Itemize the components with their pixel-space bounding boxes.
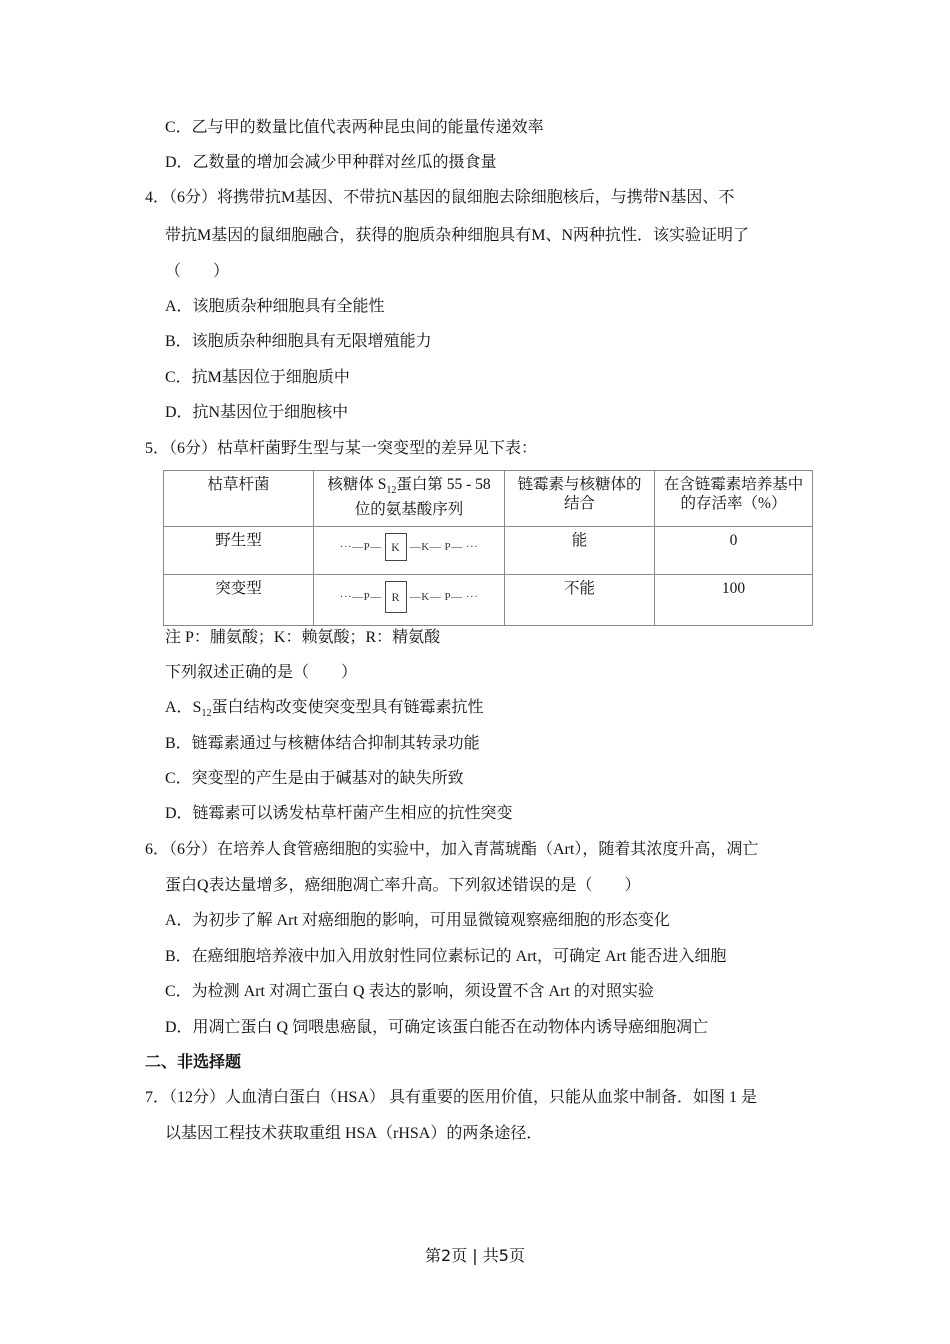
q5-option-b: B．链霉素通过与核糖体结合抑制其转录功能	[165, 735, 480, 752]
q4-stem-line1: 4．（6分）将携带抗M基因、不带抗N基因的鼠细胞去除细胞核后，与携带N基因、不	[145, 189, 735, 206]
seq-boxed-residue: K	[385, 533, 407, 561]
sequence-diagram	[340, 581, 479, 613]
header-binding-line1: 链霉素与核糖体的	[517, 476, 642, 493]
cell-survival: 100	[655, 575, 813, 626]
q5-option-a	[165, 698, 483, 724]
q6-stem-line2: 蛋白Q表达量增多，癌细胞凋亡率升高。下列叙述错误的是（ ）	[165, 877, 641, 894]
q4-option-d: D．抗N基因位于细胞核中	[165, 404, 349, 421]
header-sequence	[314, 471, 505, 527]
cell-survival: 0	[655, 527, 813, 575]
q6-option-c: C．为检测 Art 对凋亡蛋白 Q 表达的影响，须设置不含 Art 的对照实验	[165, 983, 654, 1000]
seq-pre: ···—P—	[339, 540, 382, 553]
cell-sequence	[314, 575, 505, 626]
q5-option-c: C．突变型的产生是由于碱基对的缺失所致	[165, 770, 464, 787]
q5-option-a-post: 蛋白结构改变使突变型具有链霉素抗性	[211, 699, 484, 716]
header-seq-pre: 核糖体 S	[327, 476, 387, 493]
q5-option-a-pre: A．S	[165, 699, 202, 716]
q7-stem-line1: 7．（12分）人血清白蛋白（HSA） 具有重要的医用价值，只能从血浆中制备．如图 1 是	[145, 1089, 758, 1106]
header-survival	[655, 471, 813, 527]
seq-boxed-residue: R	[385, 581, 407, 613]
header-seq-line2: 位的氨基酸序列	[354, 501, 464, 519]
q4-option-a: A．该胞质杂种细胞具有全能性	[165, 298, 385, 315]
seq-post: —K— P— ···	[409, 540, 479, 553]
header-survival-line1: 在含链霉素培养基中	[663, 476, 804, 493]
q5-table	[163, 470, 813, 626]
q5-option-d: D．链霉素可以诱发枯草杆菌产生相应的抗性突变	[165, 805, 513, 822]
seq-pre: ···—P—	[339, 590, 382, 603]
table-row	[164, 575, 813, 626]
q5-option-a-sub: 12	[201, 708, 212, 720]
header-binding	[505, 471, 655, 527]
q6-stem-line1: 6．（6分）在培养人食管癌细胞的实验中，加入青蒿琥酯（Art），随着其浓度升高，凋亡	[145, 841, 759, 858]
q6-option-b: B．在癌细胞培养液中加入用放射性同位素标记的 Art，可确定 Art 能否进入细胞	[165, 948, 727, 965]
header-seq-sub: 12	[386, 485, 397, 497]
header-bacteria: 枯草杆菌	[164, 471, 314, 527]
header-seq-post: 蛋白第 55 - 58	[396, 476, 491, 493]
q6-option-a: A．为初步了解 Art 对癌细胞的影响，可用显微镜观察癌细胞的形态变化	[165, 912, 670, 929]
q4-option-b: B．该胞质杂种细胞具有无限增殖能力	[165, 333, 432, 350]
page-footer: 第2页 | 共5页	[425, 1246, 525, 1265]
q5-prompt: 下列叙述正确的是（ ）	[165, 664, 358, 681]
q4-stem-line2: 带抗M基因的鼠细胞融合，获得的胞质杂种细胞具有M、N两种抗性．该实验证明了	[165, 227, 750, 244]
q5-stem: 5．（6分）枯草杆菌野生型与某一突变型的差异见下表：	[145, 440, 538, 457]
section-heading: 二、非选择题	[145, 1054, 242, 1071]
seq-post: —K— P— ···	[409, 590, 479, 603]
q4-stem-line3: （ ）	[165, 263, 230, 280]
q3-option-c: C．乙与甲的数量比值代表两种昆虫间的能量传递效率	[165, 119, 544, 136]
q6-option-d: D．用凋亡蛋白 Q 饲喂患癌鼠，可确定该蛋白能否在动物体内诱导癌细胞凋亡	[165, 1019, 709, 1036]
cell-type: 野生型	[164, 527, 314, 575]
cell-binding: 不能	[505, 575, 655, 626]
q5-note: 注 P：脯氨酸；K：赖氨酸；R：精氨酸	[165, 629, 441, 646]
q3-option-d: D．乙数量的增加会减少甲种群对丝瓜的摄食量	[165, 154, 497, 171]
sequence-diagram	[340, 533, 479, 561]
table-header-row	[164, 471, 813, 527]
cell-binding: 能	[505, 527, 655, 575]
table-row	[164, 527, 813, 575]
q4-option-c: C．抗M基因位于细胞质中	[165, 369, 350, 386]
q7-stem-line2: 以基因工程技术获取重组 HSA（rHSA）的两条途径．	[165, 1125, 543, 1142]
cell-type: 突变型	[164, 575, 314, 626]
header-survival-line2: 的存活率（%）	[680, 495, 787, 512]
cell-sequence	[314, 527, 505, 575]
header-binding-line2: 结合	[563, 495, 595, 512]
